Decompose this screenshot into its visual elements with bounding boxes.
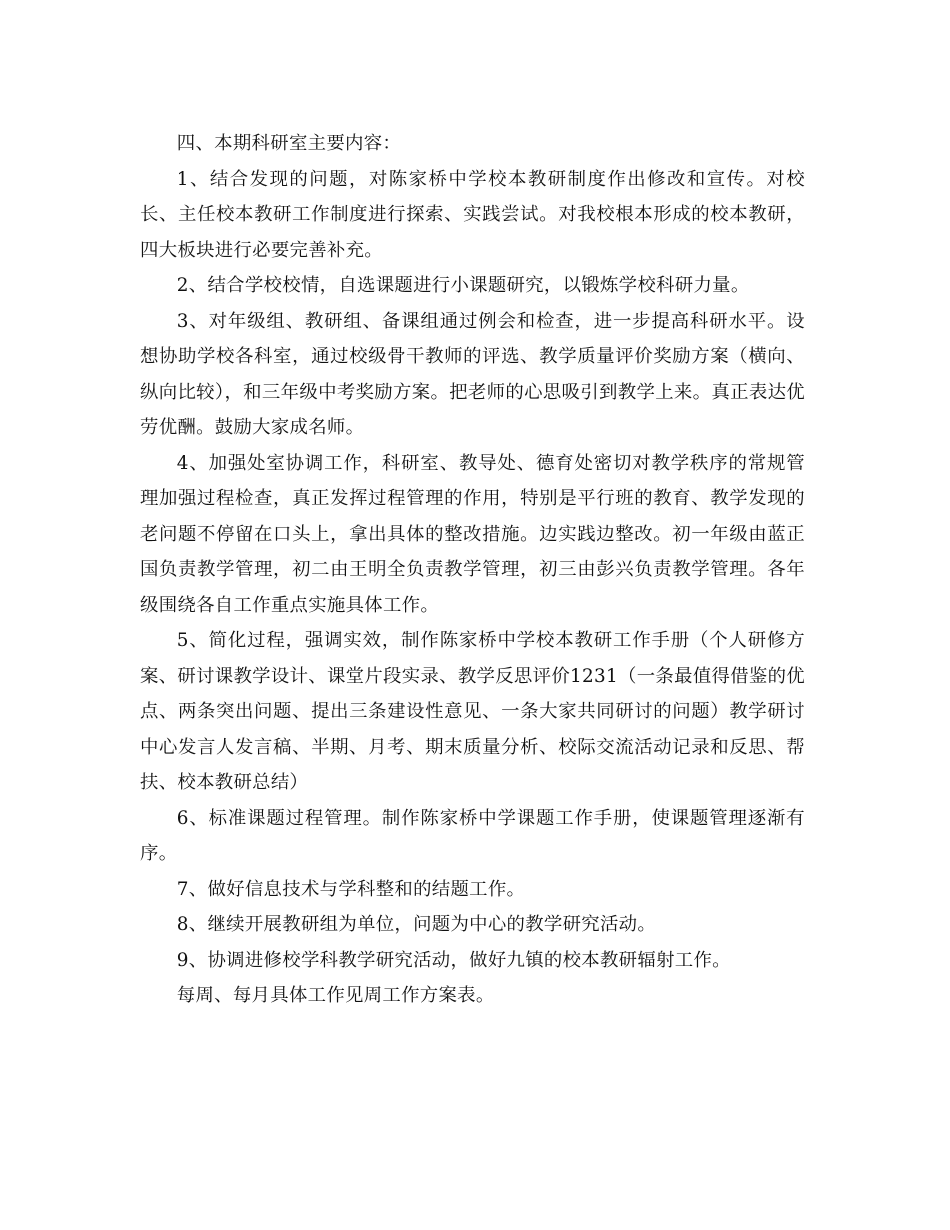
paragraph-item-7: 7、做好信息技术与学科整和的结题工作。 (176, 878, 526, 900)
paragraph-item-5: 5、简化过程，强调实效，制作陈家桥中学校本教研工作手册（个人研修方案、研讨课教学设计、课堂片段实录、教学反思评价1231（一条最值得借鉴的优点、两条突出问题、提出三条建设性意见、一条大家共同研讨的问题）教学研讨中心发言人发言稿、半期、月考、期末质量分析、校际交流活动记录和反思、帮扶、校本教研总结） (140, 630, 805, 793)
paragraph-item-3: 3、对年级组、教研组、备课组通过例会和检查，进一步提高科研水平。设想协助学校各科室，通过校级骨干教师的评选、教学质量评价奖励方案（横向、纵向比较），和三年级中考奖励方案。把老师的心思吸引到教学上来。真正表达优劳优酬。鼓励大家成名师。 (140, 310, 805, 438)
closing-note: 每周、每月具体工作见周工作方案表。 (176, 985, 495, 1006)
paragraph-item-1: 1、结合发现的问题，对陈家桥中学校本教研制度作出修改和宣传。对校长、主任校本教研工作制度进行探索、实践尝试。对我校根本形成的校本教研，四大板块进行必要完善补充。 (140, 168, 805, 261)
paragraph-item-9: 9、协调进修校学科教学研究活动，做好九镇的校本教研辐射工作。 (176, 949, 731, 971)
paragraph-item-8: 8、继续开展教研组为单位，问题为中心的教学研究活动。 (176, 914, 657, 935)
paragraph-item-2: 2、结合学校校情，自选课题进行小课题研究，以锻炼学校科研力量。 (176, 275, 750, 296)
paragraph-item-6: 6、标准课题过程管理。制作陈家桥中学课题工作手册，使课题管理逐渐有序。 (140, 807, 805, 864)
document-body (140, 126, 805, 1014)
section-heading: 四、本期科研室主要内容： (176, 133, 402, 154)
paragraph-item-4: 4、加强处室协调工作，科研室、教导处、德育处密切对教学秩序的常规管理加强过程检查，真正发挥过程管理的作用，特别是平行班的教育、教学发现的老问题不停留在口头上，拿出具体的整改措施。边实践边整改。初一年级由蓝正国负责教学管理，初二由王明全负责教学管理，初三由彭兴负责教学管理。各年级围绕各自工作重点实施具体工作。 (140, 452, 805, 616)
